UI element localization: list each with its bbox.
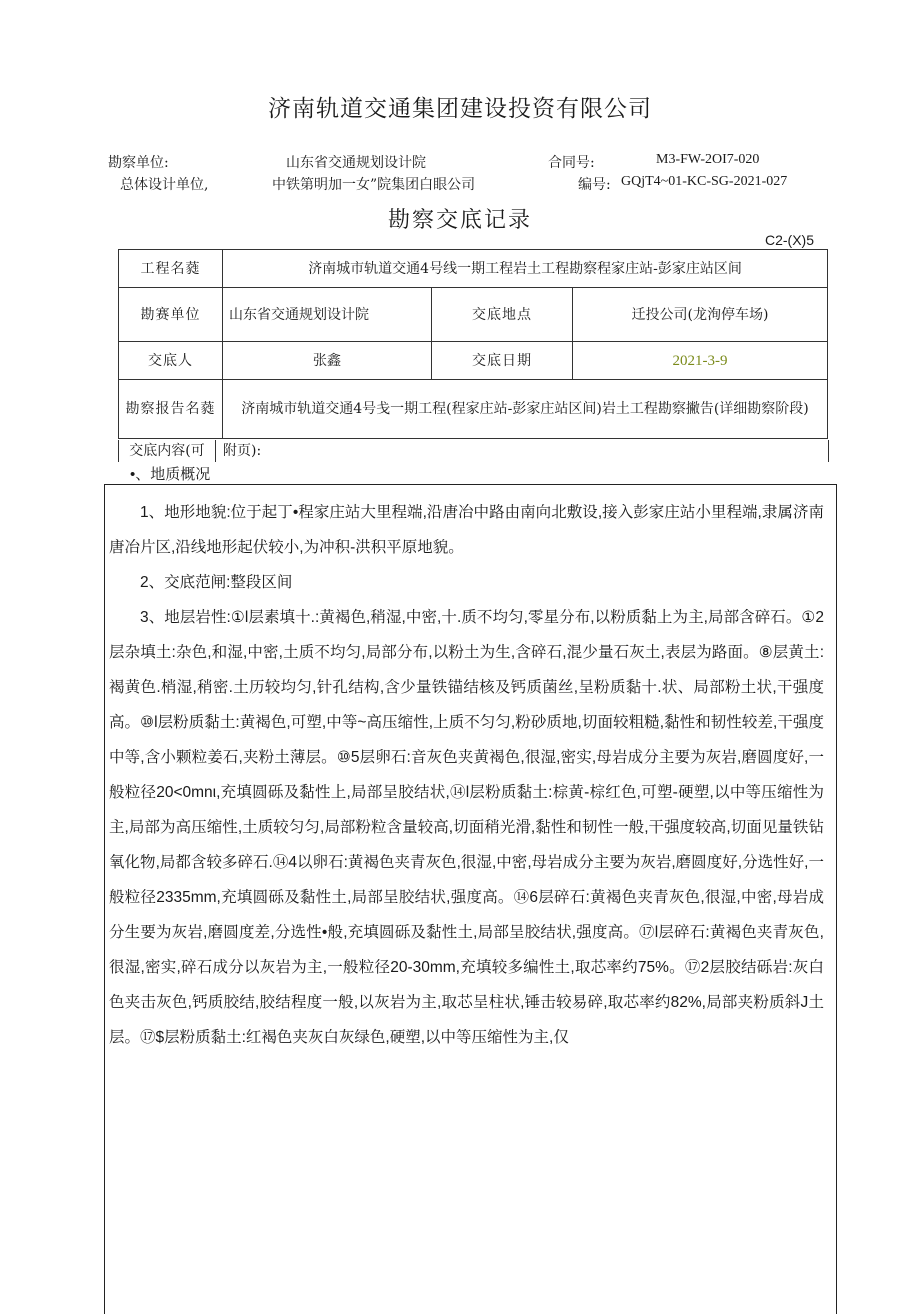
paragraph: 3、地层岩性:①l层素填十.:黄褐色,稍湿,中密,十.质不均匀,零星分布,以粉质黏上为主,局部含碎石。①2层杂填土:杂色,和湿,中密,土质不均匀,局部分布,以粉土为生,含碎石,混少量石灰土,表层为路面。⑧层黄土:褐黄色.梢湿,稍密.土历较均匀,针孔结构,含少量铁锚结核及钙质菌丝,呈粉质黏十.状、局部粉土状,干强度高。⑩l层粉质黏土:黄褐色,可塑,中等~高压缩性,上质不匀匀,粉砂质地,切面较粗糙,黏性和韧性较差,干强度中等,含小颗粒姜石,夹粉土薄层。⑩5层卵石:音灰色夹黄褐色,很湿,密实,母岩成分主要为灰岩,磨圆度好,一般粒径20<0mnι,充填圆砾及黏性上,局部呈胶结状,⑭l层粉质黏土:棕黄-棕红色,可塑-硬塑,以中等压缩性为主,局部为高压缩性,土质较匀匀,局部粉粒含量较高,切面稍光滑,黏性和韧性一般,干强度较高,切面见量铁钻氧化物,局都含较多碎石.⑭4以卵石:黄褐色夹青灰色,很湿,中密,母岩成分主要为灰岩,磨圆度好,分选性好,一般粒径2335mm,充填圆砾及黏性土,局部呈胶结状,强度高。⑭6层碎石:黄褐色夹青灰色,很湿,中密,母岩成分生要为灰岩,磨圆度差,分选性•般,充填圆砾及黏性土,局部呈胶结状,强度高。⑰l层碎石:黄褐色夹青灰色,很湿,密实,碎石成分以灰岩为主,一般粒径20-30mm,充填较多编性土,取芯率约75%。⑰2层胶结砾岩:灰白色夹击灰色,钙质胶结,胶结程度一般,以灰岩为主,取芯呈柱状,锤击较易碎,取芯率约82%,局部夹粉质斜J土层。⑰$层粉质黏土:红褐色夹灰白灰绿色,硬塑,以中等压缩性为主,仅	[109, 609, 824, 1046]
content-box	[104, 484, 837, 1314]
content-label: 交底内容(可	[119, 440, 216, 462]
table-row	[119, 342, 828, 380]
content-row	[118, 440, 829, 462]
design-unit-value: 中铁第明加一女”院集团白眼公司	[272, 177, 476, 193]
report-name-label: 勘察报告名蕤	[119, 380, 223, 439]
date-value: 2021-3-9	[573, 342, 828, 380]
serial-number: GQjT4~01-KC-SG-2021-027	[621, 174, 788, 189]
date-label: 交底日期	[432, 342, 573, 380]
survey-unit-cell-value: 山东省交通规划设计院	[223, 288, 432, 342]
project-name-label: 工程名蕤	[119, 250, 223, 288]
project-name-value: 济南城市轨道交通4号线一期工程岩土工程勘察程家庄站-彭家庄站区间	[223, 250, 828, 288]
report-name-value: 济南城市轨道交通4号戋一期工程(程家庄站-彭家庄站区间)岩土工程勘察撇告(详细勘察阶段)	[223, 380, 828, 439]
location-value: 迁投公司(龙洵停车场)	[573, 288, 828, 342]
person-value: 张鑫	[223, 342, 432, 380]
company-title: 济南轨道交通集团建设投资有限公司	[268, 96, 652, 122]
survey-unit-cell-label: 勘赛单位	[119, 288, 223, 342]
table-row	[119, 380, 828, 439]
paragraph: 1、地形地貌:位于起丁•程家庄站大里程端,沿唐冶中路由南向北敷设,接入彭家庄站小里程端,隶属济南唐冶片区,沿线地形起伏较小,为冲积-洪积平原地貌。	[109, 504, 824, 556]
form-code: C2-(X)5	[765, 232, 815, 248]
person-label: 交底人	[119, 342, 223, 380]
contract-number: M3-FW-2OI7-020	[656, 152, 760, 167]
content-suffix: 附页):	[223, 443, 262, 459]
location-label: 交底地点	[432, 288, 573, 342]
survey-unit-value: 山东省交通规划设计院	[286, 155, 426, 171]
survey-unit-label: 勘察单位:	[108, 155, 169, 171]
paragraph: 2、交底范闸:整段区间	[140, 574, 293, 591]
contract-label: 合同号:	[548, 155, 595, 171]
section-heading: •、地质概况	[130, 466, 211, 483]
document-title: 勘察交底记录	[387, 208, 532, 233]
table-row	[119, 250, 828, 288]
serial-label: 编号:	[578, 177, 611, 193]
table-row	[119, 288, 828, 342]
info-table	[118, 249, 828, 439]
design-unit-label: 总体设计单位,	[120, 177, 209, 193]
